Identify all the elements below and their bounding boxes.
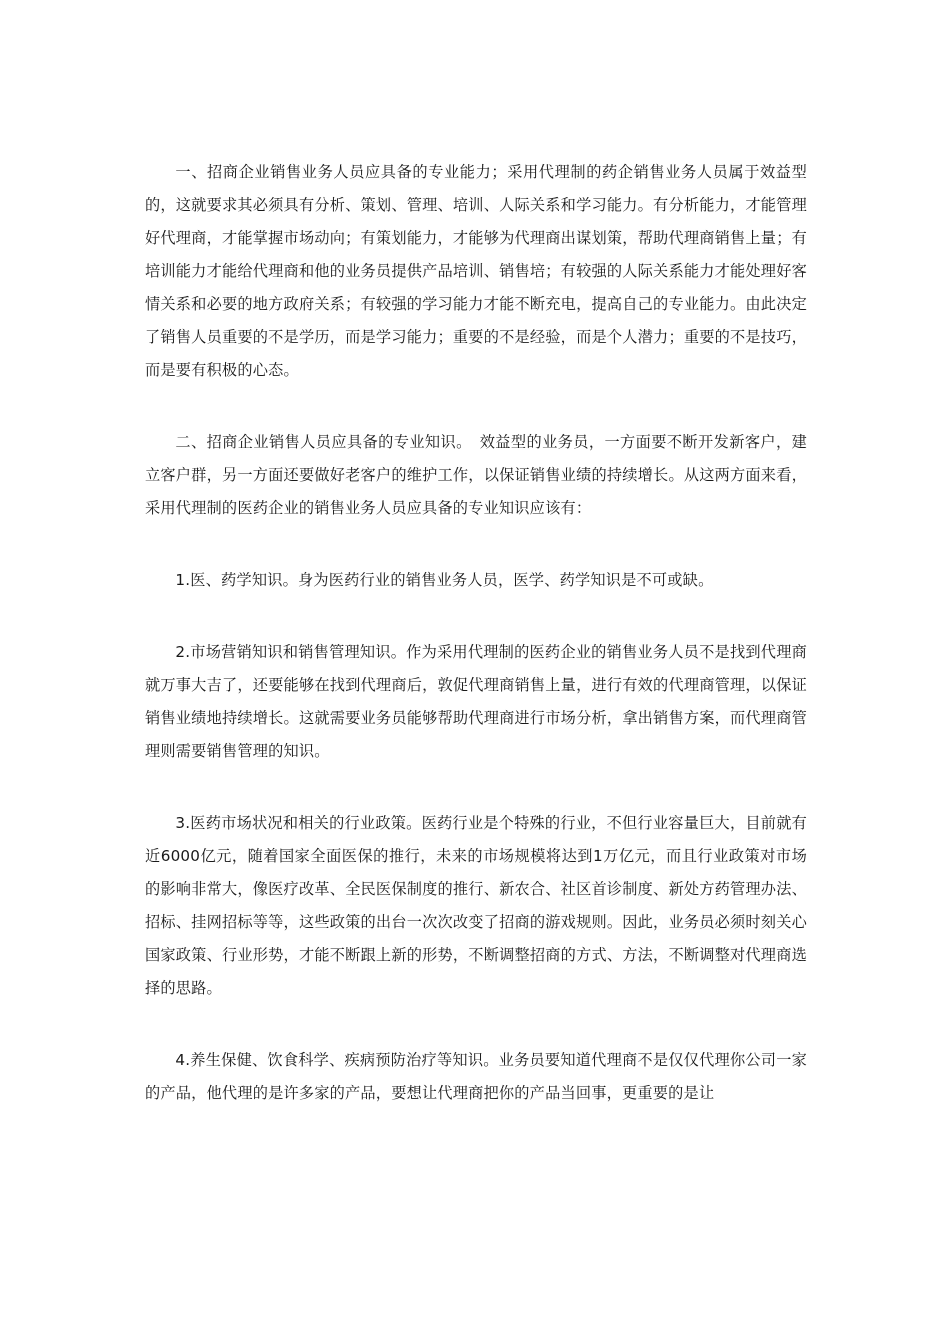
paragraph-professional-abilities: 一、招商企业销售业务人员应具备的专业能力；采用代理制的药企销售业务人员属于效益型的，这就要求其必须具有分析、策划、管理、培训、人际关系和学习能力。有分析能力，才能管理好代理商，才能掌握市场动向；有策划能力，才能够为代理商出谋划策，帮助代理商销售上量；有培训能力才能给代理商和他的业务员提供产品培训、销售培；有较强的人际关系能力才能处理好客情关系和必要的地方政府关系；有较强的学习能力才能不断充电，提高自己的专业能力。由此决定了销售人员重要的不是学历，而是学习能力；重要的不是经验，而是个人潜力；重要的不是技巧，而是要有积极的心态。 — [145, 163, 807, 379]
document-body — [145, 156, 807, 1110]
paragraph-marketing-knowledge: 2.市场营销知识和销售管理知识。作为采用代理制的医药企业的销售业务人员不是找到代理商就万事大吉了，还要能够在找到代理商后，敦促代理商销售上量，进行有效的代理商管理，以保证销售业绩地持续增长。这就需要业务员能够帮助代理商进行市场分析，拿出销售方案，而代理商管理则需要销售管理的知识。 — [145, 643, 807, 760]
paragraph-market-policy: 3.医药市场状况和相关的行业政策。医药行业是个特殊的行业，不但行业容量巨大，目前就有近6000亿元，随着国家全面医保的推行，未来的市场规模将达到1万亿元，而且行业政策对市场的影响非常大，像医疗改革、全民医保制度的推行、新农合、社区首诊制度、新处方药管理办法、招标、挂网招标等等，这些政策的出台一次次改变了招商的游戏规则。因此，业务员必须时刻关心国家政策、行业形势，才能不断跟上新的形势，不断调整招商的方式、方法，不断调整对代理商选择的思路。 — [145, 814, 807, 997]
paragraph-medical-knowledge: 1.医、药学知识。身为医药行业的销售业务人员，医学、药学知识是不可或缺。 — [175, 571, 714, 589]
paragraph-health-knowledge: 4.养生保健、饮食科学、疾病预防治疗等知识。业务员要知道代理商不是仅仅代理你公司一家的产品，他代理的是许多家的产品，要想让代理商把你的产品当回事，更重要的是让 — [145, 1051, 807, 1102]
paragraph-professional-knowledge: 二、招商企业销售人员应具备的专业知识。 效益型的业务员，一方面要不断开发新客户，建立客户群，另一方面还要做好老客户的维护工作，以保证销售业绩的持续增长。从这两方面来看，采用代理制的医药企业的销售业务人员应具备的专业知识应该有： — [145, 433, 807, 517]
